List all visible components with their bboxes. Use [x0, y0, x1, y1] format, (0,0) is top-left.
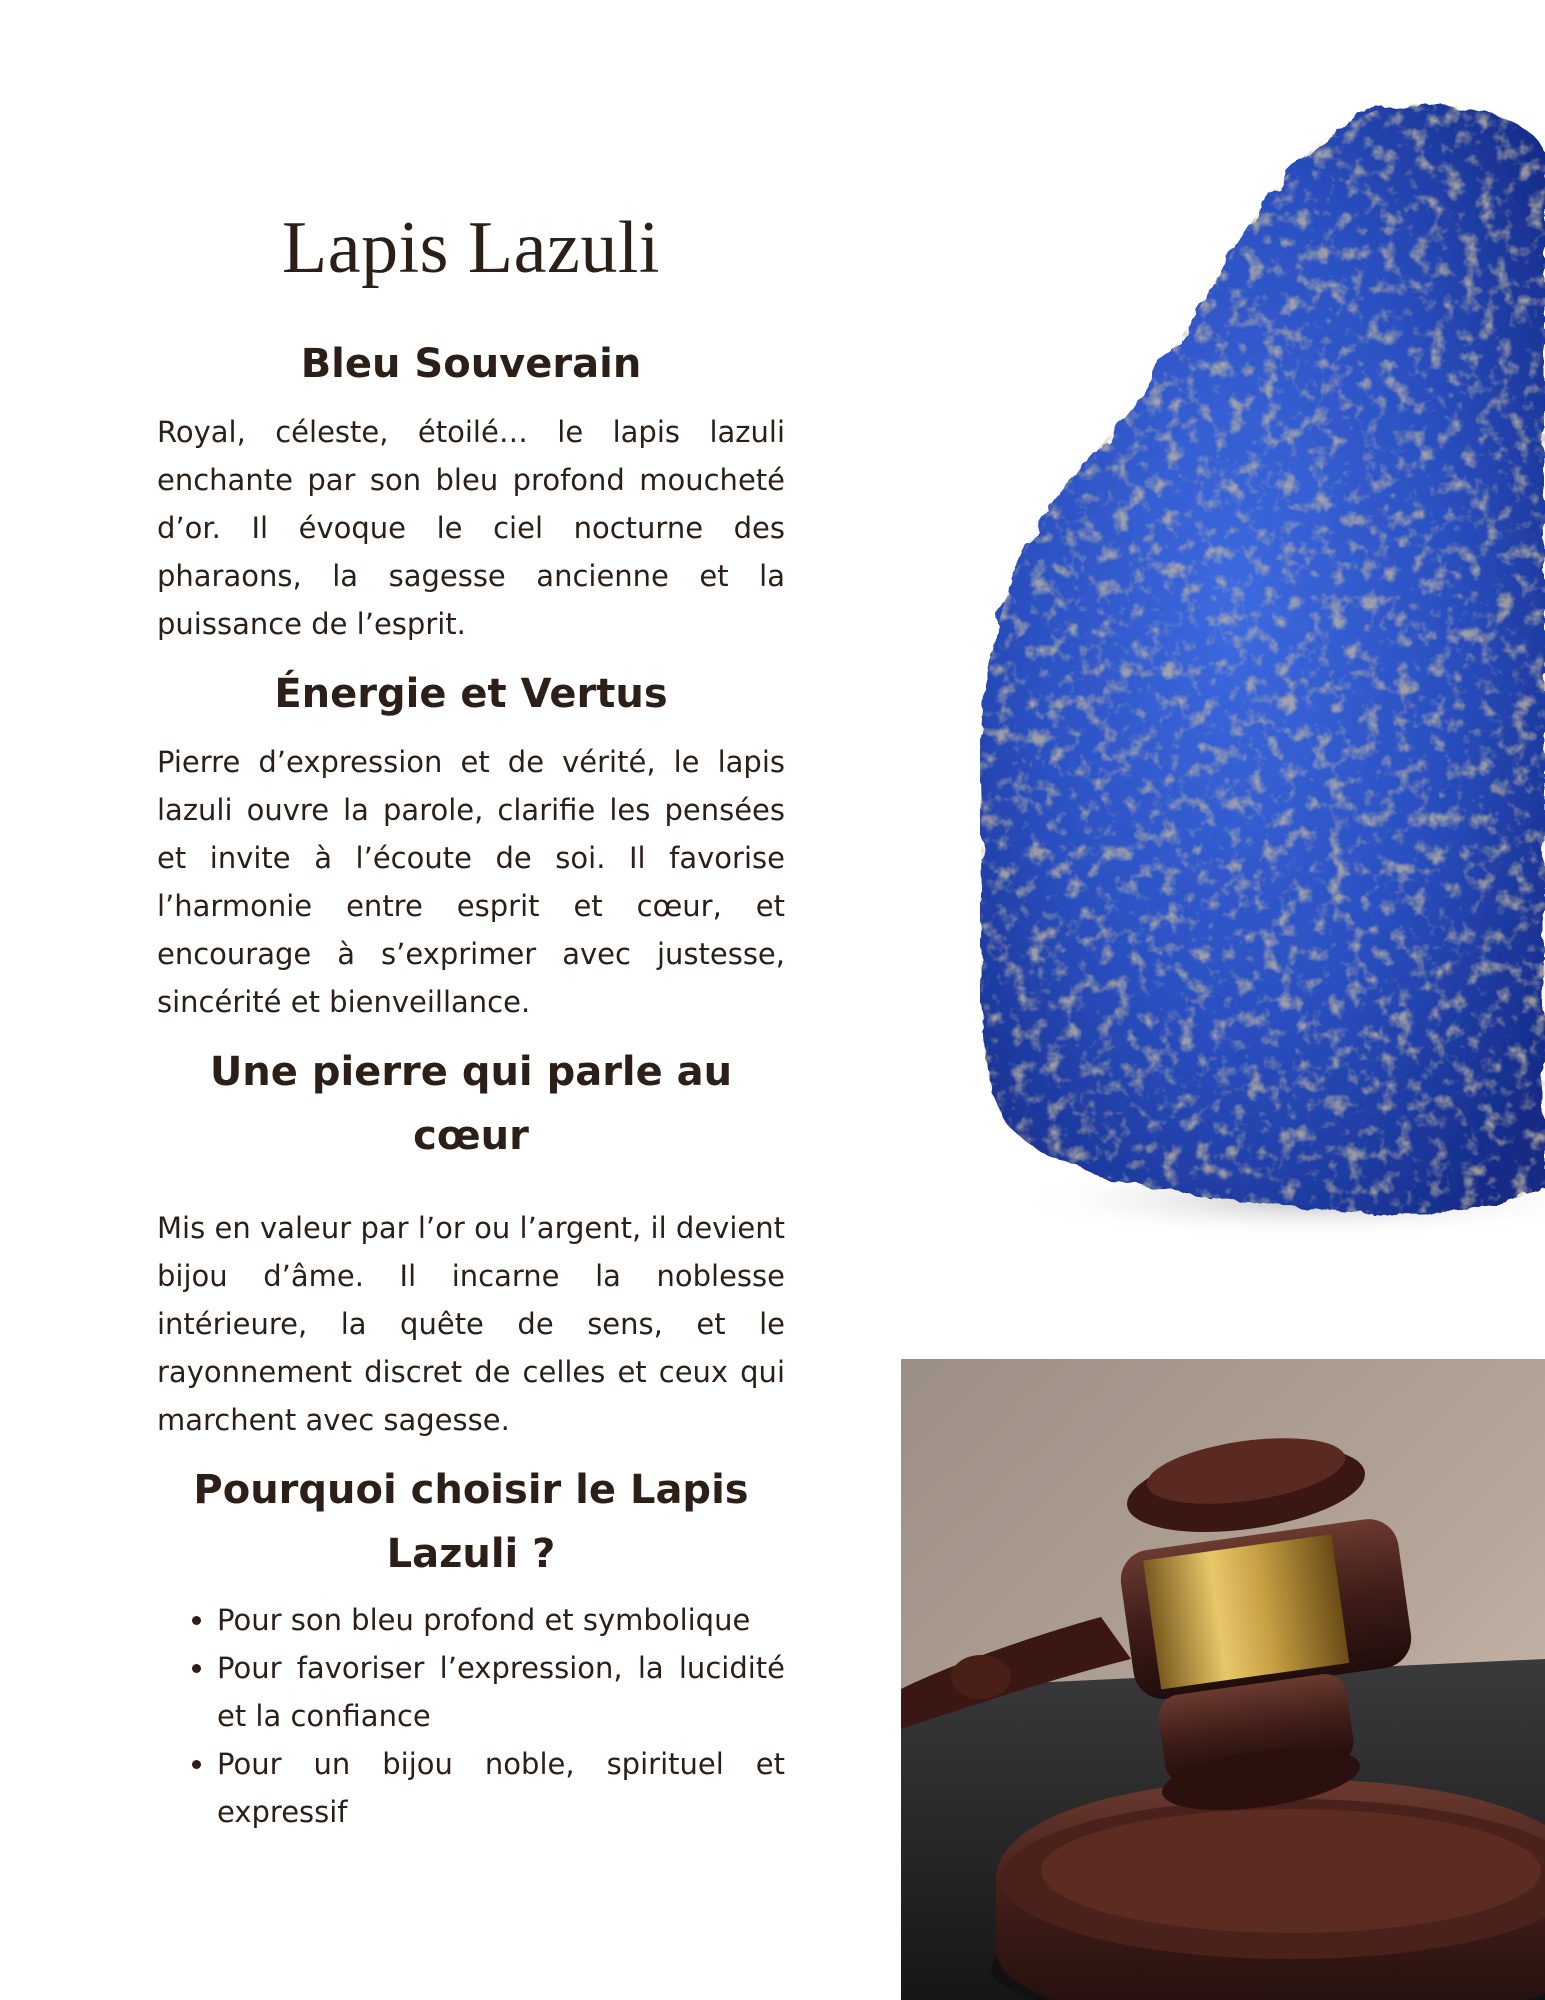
- paragraph-bleu-souverain: Royal, céleste, étoilé… le lapis lazuli enchante par son bleu profond moucheté d’or. Il évoque le ciel nocturne des pharaons, la sagesse ancienne et la puissance de l’esprit.: [157, 415, 785, 641]
- gavel-photo: [901, 1359, 1545, 2000]
- heading-pierre-coeur: Une pierre qui parle au cœur: [209, 1049, 733, 1159]
- heading-pourquoi-choisir: Pourquoi choisir le Lapis Lazuli ?: [193, 1467, 749, 1577]
- heading-energie-vertus: Énergie et Vertus: [274, 671, 668, 717]
- paragraph-pierre-coeur: Mis en valeur par l’or ou l’argent, il devient bijou d’âme. Il incarne la noblesse intérieure, la quête de sens, et le rayonnement discret de celles et ceux qui marchent avec sagesse.: [157, 1211, 785, 1437]
- lapis-lazuli-stone-photo: [980, 95, 1545, 1245]
- page-title: Lapis Lazuli: [282, 207, 660, 289]
- paragraph-energie-vertus: Pierre d’expression et de vérité, le lapis lazuli ouvre la parole, clarifie les pensées et invite à l’écoute de soi. Il favorise l’harmonie entre esprit et cœur, et encourage à s’exprimer avec justesse, sincérité et bienveillance.: [157, 745, 785, 1019]
- reason-item: • Pour favoriser l’expression, la lucidité et la confiance: [217, 1644, 785, 1740]
- reason-item: • Pour son bleu profond et symbolique: [217, 1596, 785, 1644]
- reasons-list: [157, 1596, 785, 1836]
- text-column: [157, 200, 785, 1836]
- reason-item: • Pour un bijou noble, spirituel et expressif: [217, 1740, 785, 1836]
- heading-bleu-souverain: Bleu Souverain: [300, 341, 642, 387]
